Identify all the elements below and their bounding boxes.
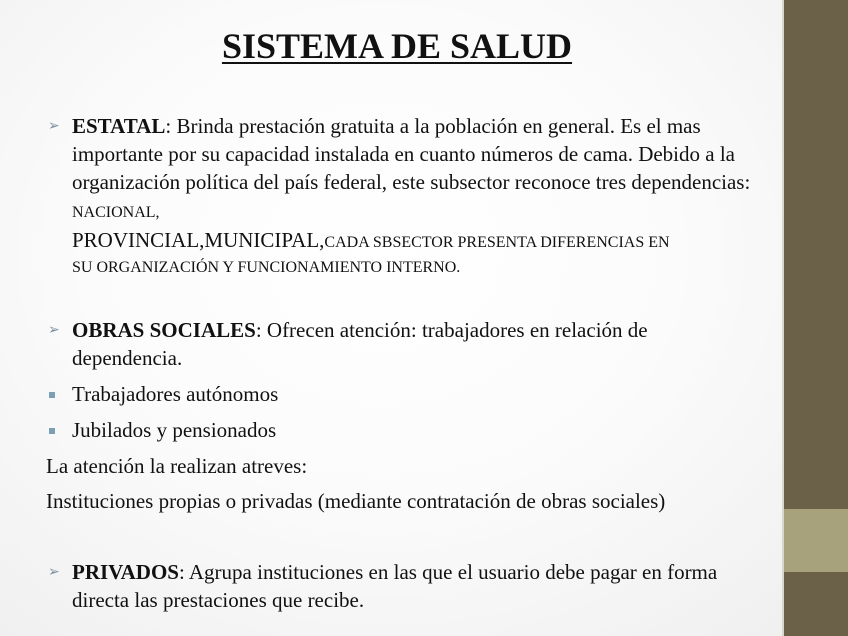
obras-paragraph bbox=[72, 316, 756, 372]
obras-item-2-text: Jubilados y pensionados bbox=[72, 418, 277, 442]
estatal-dependencias-b: PROVINCIAL,MUNICIPAL, bbox=[72, 228, 325, 252]
obras-item-2 bbox=[46, 416, 756, 444]
privados-paragraph bbox=[72, 558, 756, 614]
obras-item-1-text: Trabajadores autónomos bbox=[72, 382, 279, 406]
estatal-small-a: CADA SBSECTOR PRESENTA DIFERENCIAS EN bbox=[324, 234, 670, 251]
obras-text: : Ofrecen atención: trabajadores en relación de dependencia. bbox=[72, 318, 648, 370]
obras-item-2-row bbox=[46, 416, 756, 444]
estatal-small-b: SU ORGANIZACIÓN Y FUNCIONAMIENTO INTERNO. bbox=[72, 259, 461, 276]
obras-bullet bbox=[46, 316, 756, 372]
privados-heading: PRIVADOS bbox=[72, 560, 179, 584]
obras-item-1-row bbox=[46, 380, 756, 408]
arrow-bullet-icon: ➢ bbox=[48, 564, 60, 580]
obras-item-1 bbox=[46, 380, 756, 408]
square-bullet-icon bbox=[49, 428, 55, 434]
privados-text: : Agrupa instituciones en las que el usuario debe pagar en forma directa las prestaciones que recibe. bbox=[72, 560, 718, 612]
slide-title: SISTEMA DE SALUD bbox=[221, 26, 573, 66]
estatal-heading: ESTATAL bbox=[72, 114, 166, 138]
privados-bullet bbox=[46, 558, 756, 614]
estatal-paragraph bbox=[72, 112, 756, 227]
estatal-dependencias-a: NACIONAL, bbox=[72, 204, 160, 221]
estatal-bullet bbox=[46, 112, 756, 280]
estatal-text: : Brinda prestación gratuita a la población en general. Es el mas importante por su capacidad instalada en cuanto números de cama. Debido a la organización política del país federal, este subsector reconoce tres dependencias: bbox=[72, 114, 751, 194]
obras-section bbox=[46, 316, 756, 372]
arrow-bullet-icon: ➢ bbox=[48, 118, 60, 134]
arrow-bullet-icon: ➢ bbox=[48, 322, 60, 338]
obras-heading: OBRAS SOCIALES bbox=[72, 318, 256, 342]
estatal-section bbox=[46, 112, 756, 280]
obras-line-1: La atención la realizan atreves: bbox=[46, 454, 308, 478]
sidebar-accent-block bbox=[784, 509, 848, 572]
obras-line-2: Instituciones propias o privadas (mediante contratación de obras sociales) bbox=[46, 489, 666, 513]
estatal-line-dependencias bbox=[72, 227, 756, 256]
privados-section bbox=[46, 558, 756, 614]
square-bullet-icon bbox=[49, 392, 55, 398]
